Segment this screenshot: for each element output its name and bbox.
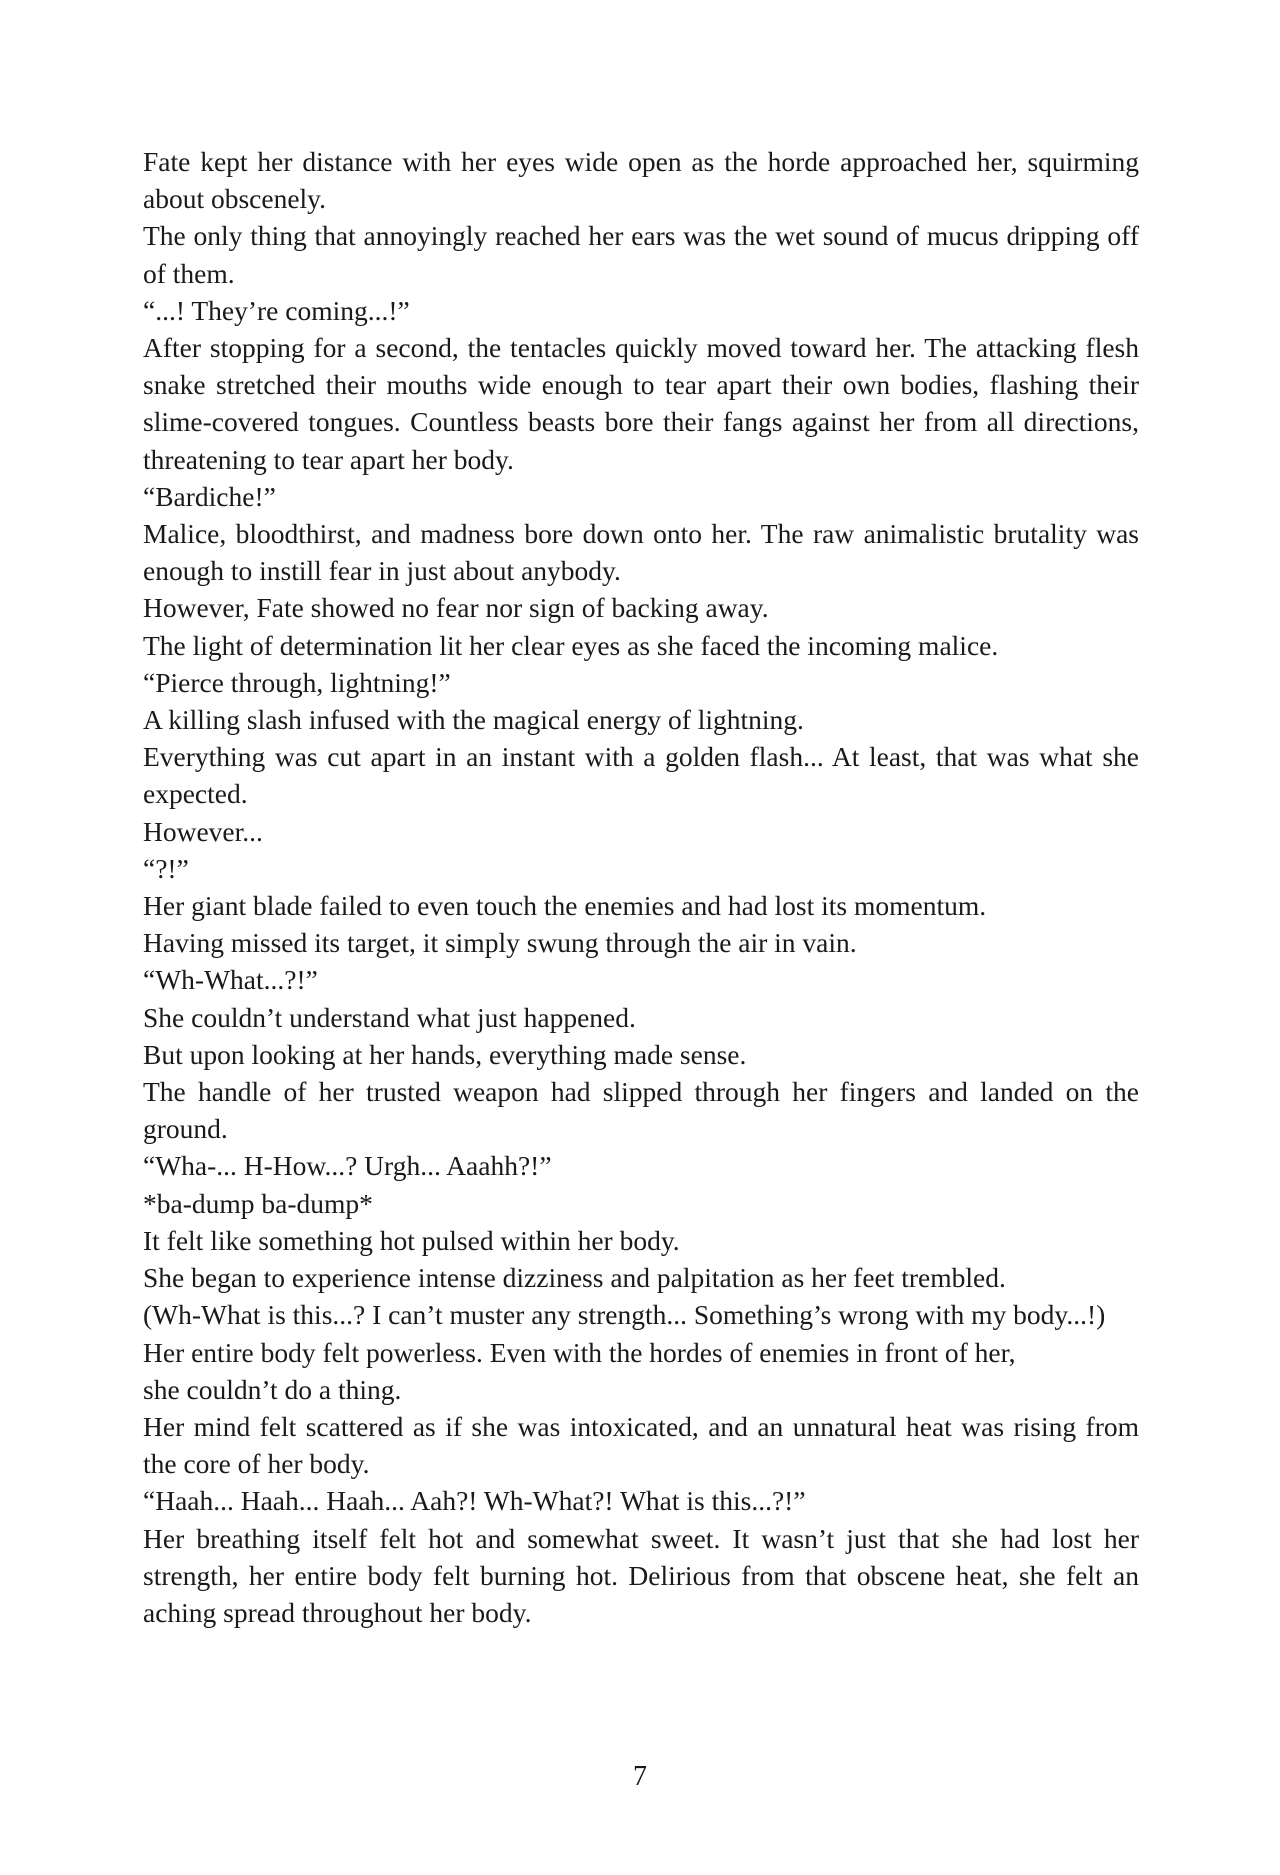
paragraph: Everything was cut apart in an instant with a golden flash... At least, that was what she expected.: [143, 741, 1139, 810]
paragraph: But upon looking at her hands, everything made sense.: [143, 1038, 747, 1070]
paragraph: She couldn’t understand what just happened.: [143, 1001, 636, 1033]
dialogue-line: “?!”: [143, 852, 189, 884]
dialogue-line: “...! They’re coming...!”: [143, 294, 410, 326]
body-text: [143, 143, 1139, 1631]
paragraph: Having missed its target, it simply swung through the air in vain.: [143, 927, 857, 959]
paragraph: After stopping for a second, the tentacles quickly moved toward her. The attacking flesh snake stretched their mouths wide enough to tear apart their own bodies, flashing their slime-covered tongues. Countless beasts bore their fangs against her from all directions, threatening to tear apart her body.: [143, 332, 1139, 475]
paragraph: The handle of her trusted weapon had slipped through her fingers and landed on the ground.: [143, 1076, 1139, 1145]
paragraph: It felt like something hot pulsed within her body.: [143, 1224, 680, 1256]
paragraph: she couldn’t do a thing.: [143, 1373, 402, 1405]
paragraph: The light of determination lit her clear eyes as she faced the incoming malice.: [143, 629, 999, 661]
inner-thought-line: (Wh-What is this...? I can’t muster any strength... Something’s wrong with my body...!): [143, 1299, 1106, 1331]
dialogue-line: “Bardiche!”: [143, 480, 276, 512]
paragraph: Her breathing itself felt hot and somewhat sweet. It wasn’t just that she had lost her strength, her entire body felt burning hot. Delirious from that obscene heat, she felt an aching spread throughout her body.: [143, 1522, 1139, 1628]
dialogue-line: “Haah... Haah... Haah... Aah?! Wh-What?! What is this...?!”: [143, 1485, 806, 1517]
paragraph: Her entire body felt powerless. Even with the hordes of enemies in front of her,: [143, 1336, 1016, 1368]
paragraph: A killing slash infused with the magical energy of lightning.: [143, 704, 804, 736]
paragraph: Her mind felt scattered as if she was intoxicated, and an unnatural heat was rising from the core of her body.: [143, 1410, 1139, 1480]
sound-effect-line: *ba-dump ba-dump*: [143, 1187, 373, 1219]
paragraph: The only thing that annoyingly reached her ears was the wet sound of mucus dripping off of them.: [143, 220, 1139, 289]
dialogue-line: “Wha-... H-How...? Urgh... Aaahh?!”: [143, 1150, 552, 1182]
paragraph: She began to experience intense dizziness and palpitation as her feet trembled.: [143, 1262, 1006, 1294]
dialogue-line: “Pierce through, lightning!”: [143, 666, 451, 698]
paragraph: However, Fate showed no fear nor sign of backing away.: [143, 592, 769, 624]
page-number: 7: [633, 1761, 647, 1792]
paragraph: However...: [143, 815, 263, 847]
paragraph: Malice, bloodthirst, and madness bore down onto her. The raw animalistic brutality was enough to instill fear in just about anybody.: [143, 518, 1139, 587]
dialogue-line: “Wh-What...?!”: [143, 964, 318, 996]
paragraph: Her giant blade failed to even touch the enemies and had lost its momentum.: [143, 890, 987, 922]
paragraph: Fate kept her distance with her eyes wide open as the horde approached her, squirming about obscenely.: [143, 146, 1139, 215]
